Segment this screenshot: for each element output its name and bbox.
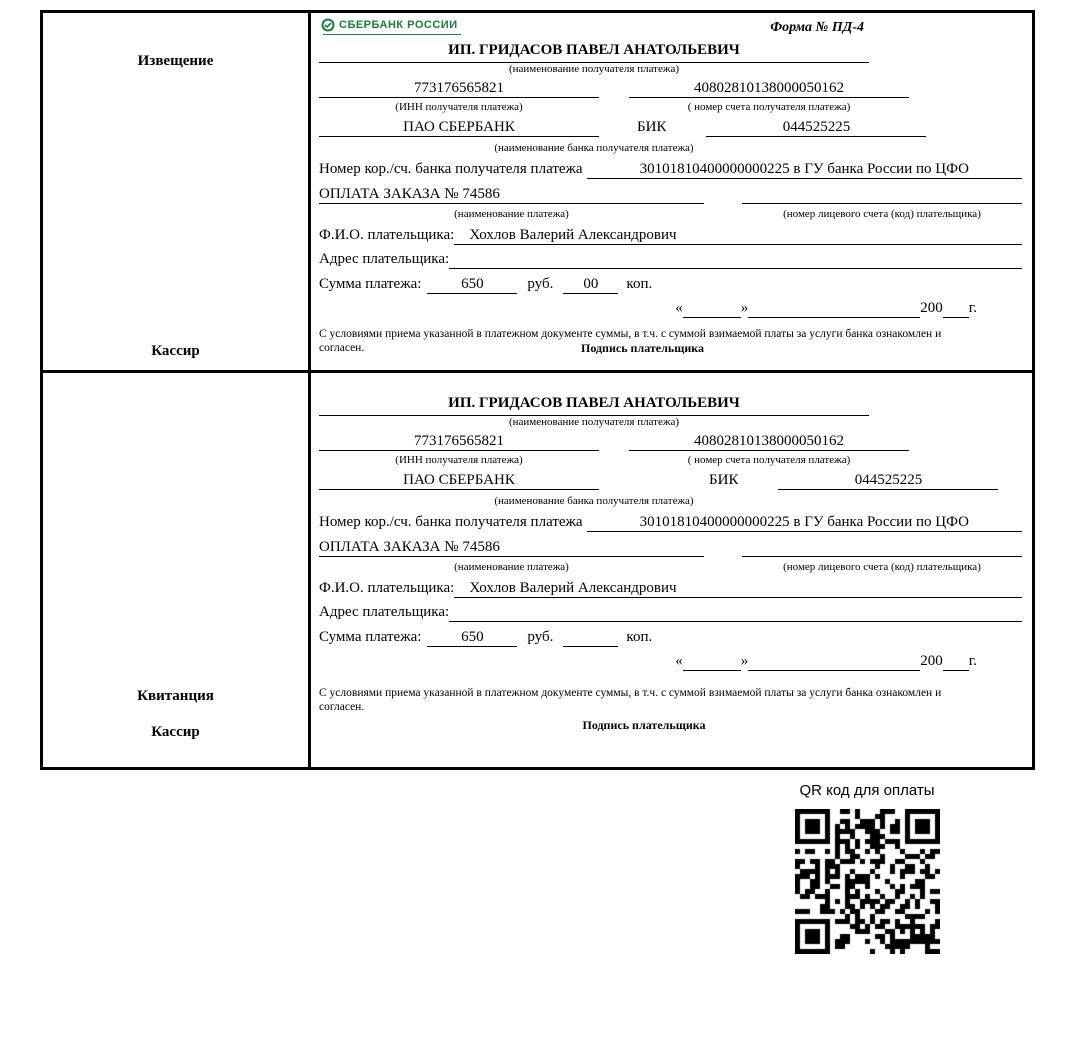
bank-name-value: ПАО СБЕРБАНК xyxy=(319,472,599,490)
amount-kop-blank xyxy=(563,629,618,647)
payer-address-row xyxy=(319,604,1022,627)
receipt-stub xyxy=(43,373,311,767)
kop-label: коп. xyxy=(626,629,653,645)
payment-name-row xyxy=(319,539,1022,561)
corr-value: 30101810400000000225 в ГУ банка России по ЦФО xyxy=(587,514,1022,532)
receipt-label: Квитанция xyxy=(137,688,214,704)
terms-text xyxy=(319,686,969,714)
notice-label: Извещение xyxy=(137,53,214,69)
payer-code-blank-line xyxy=(742,186,1022,204)
open-quote: « xyxy=(675,653,683,669)
account-caption: ( номер счета получателя платежа) xyxy=(687,101,851,113)
amount-row xyxy=(319,276,1022,300)
date-month-blank xyxy=(748,300,920,318)
close-quote: » xyxy=(740,300,749,316)
payer-name-row xyxy=(319,580,1022,604)
amount-rub-value: 650 xyxy=(427,629,517,647)
payer-code-caption: (номер лицевого счета (код) плательщика) xyxy=(783,208,981,220)
payment-caption: (наименование платежа) xyxy=(454,208,569,220)
account-value: 40802810138000050162 xyxy=(629,80,909,98)
corr-value: 30101810400000000225 в ГУ банка России по ЦФО xyxy=(587,161,1022,179)
payment-captions-row xyxy=(319,561,1022,578)
payment-form-pd4 xyxy=(40,10,1035,770)
payment-name-value: ОПЛАТА ЗАКАЗА № 74586 xyxy=(319,539,704,557)
date-day-blank xyxy=(683,653,741,671)
sum-label: Сумма платежа: xyxy=(319,629,422,645)
close-quote: » xyxy=(740,653,749,669)
notice-header-row xyxy=(319,18,1022,42)
amount-kop-value: 00 xyxy=(563,276,618,294)
date-year-blank xyxy=(943,653,969,671)
amount-rub-value: 650 xyxy=(427,276,517,294)
bik-label: БИК xyxy=(709,472,739,488)
corr-account-row xyxy=(319,161,1022,185)
bank-caption: (наименование банка получателя платежа) xyxy=(494,495,694,507)
bank-row xyxy=(319,119,1022,142)
notice-form xyxy=(311,13,1032,370)
rub-label: руб. xyxy=(527,629,554,645)
sum-label: Сумма платежа: xyxy=(319,276,422,292)
open-quote: « xyxy=(675,300,683,316)
bik-value: 044525225 xyxy=(706,119,926,137)
qr-caption: QR код для оплаты xyxy=(799,782,935,799)
year-suffix: г. xyxy=(968,300,977,316)
payer-name-value: Хохлов Валерий Александрович xyxy=(454,227,1022,245)
recipient-caption: (наименование получателя платежа) xyxy=(508,63,680,75)
recipient-name: ИП. ГРИДАСОВ ПАВЕЛ АНАТОЛЬЕВИЧ xyxy=(319,395,869,416)
date-month-blank xyxy=(748,653,920,671)
bank-row xyxy=(319,472,1022,495)
sberbank-logo-icon xyxy=(321,18,335,32)
corr-label: Номер кор./сч. банка получателя платежа xyxy=(319,161,583,177)
form-number: Форма № ПД-4 xyxy=(770,20,864,35)
bik-label: БИК xyxy=(637,119,667,135)
inn-account-captions xyxy=(319,454,1022,470)
inn-value: 773176565821 xyxy=(319,433,599,451)
address-label: Адрес плательщика: xyxy=(319,604,450,620)
payment-name-row xyxy=(319,186,1022,208)
sberbank-logo-text: СБЕРБАНК РОССИИ xyxy=(339,19,458,31)
signature-label: Подпись плательщика xyxy=(582,718,706,732)
date-day-blank xyxy=(683,300,741,318)
terms-body: С условиями приема указанной в платежном документе суммы, в т.ч. с суммой взимаемой платы за услуги банка ознакомлен и согласен. xyxy=(319,687,942,713)
rub-label: руб. xyxy=(527,276,554,292)
year-prefix: 200 xyxy=(920,653,943,669)
payer-label: Ф.И.О. плательщика: xyxy=(319,580,455,596)
qr-code xyxy=(795,809,940,954)
inn-account-captions xyxy=(319,101,1022,117)
account-caption: ( номер счета получателя платежа) xyxy=(687,454,851,466)
bank-caption: (наименование банка получателя платежа) xyxy=(494,142,694,154)
notice-section xyxy=(43,13,1032,373)
payment-name-value: ОПЛАТА ЗАКАЗА № 74586 xyxy=(319,186,704,204)
year-suffix: г. xyxy=(968,653,977,669)
date-year-blank xyxy=(943,300,969,318)
payer-address-row xyxy=(319,251,1022,274)
sberbank-logo-underline xyxy=(323,34,461,35)
receipt-section xyxy=(43,373,1032,767)
terms-text xyxy=(319,327,969,355)
sberbank-logo-line xyxy=(321,18,471,32)
inn-account-row xyxy=(319,433,1022,454)
date-row xyxy=(319,300,1022,323)
qr-block xyxy=(788,782,946,954)
payer-name-row xyxy=(319,227,1022,251)
terms-body: С условиями приема указанной в платежном документе суммы, в т.ч. с суммой взимаемой платы за услуги банка ознакомлен и согласен. xyxy=(319,328,942,354)
address-blank-line xyxy=(449,604,1022,622)
inn-account-row xyxy=(319,80,1022,101)
inn-caption: (ИНН получателя платежа) xyxy=(395,454,523,466)
date-row xyxy=(319,653,1022,676)
receipt-form xyxy=(311,373,1032,767)
sberbank-logo xyxy=(321,18,471,35)
recipient-name: ИП. ГРИДАСОВ ПАВЕЛ АНАТОЛЬЕВИЧ xyxy=(319,42,869,63)
cashier-label: Кассир xyxy=(151,343,200,359)
payer-label: Ф.И.О. плательщика: xyxy=(319,227,455,243)
payment-caption: (наименование платежа) xyxy=(454,561,569,573)
amount-row xyxy=(319,629,1022,653)
inn-value: 773176565821 xyxy=(319,80,599,98)
bank-name-value: ПАО СБЕРБАНК xyxy=(319,119,599,137)
payer-code-blank-line xyxy=(742,539,1022,557)
recipient-caption: (наименование получателя платежа) xyxy=(508,416,680,428)
payer-name-value: Хохлов Валерий Александрович xyxy=(454,580,1022,598)
corr-account-row xyxy=(319,514,1022,538)
address-label: Адрес плательщика: xyxy=(319,251,450,267)
bik-value: 044525225 xyxy=(778,472,998,490)
address-blank-line xyxy=(449,251,1022,269)
year-prefix: 200 xyxy=(920,300,943,316)
corr-label: Номер кор./сч. банка получателя платежа xyxy=(319,514,583,530)
signature-label: Подпись плательщика xyxy=(581,341,704,355)
notice-stub xyxy=(43,13,311,370)
payment-captions-row xyxy=(319,208,1022,225)
inn-caption: (ИНН получателя платежа) xyxy=(395,101,523,113)
payer-code-caption: (номер лицевого счета (код) плательщика) xyxy=(783,561,981,573)
kop-label: коп. xyxy=(626,276,653,292)
cashier-label: Кассир xyxy=(151,724,200,740)
account-value: 40802810138000050162 xyxy=(629,433,909,451)
